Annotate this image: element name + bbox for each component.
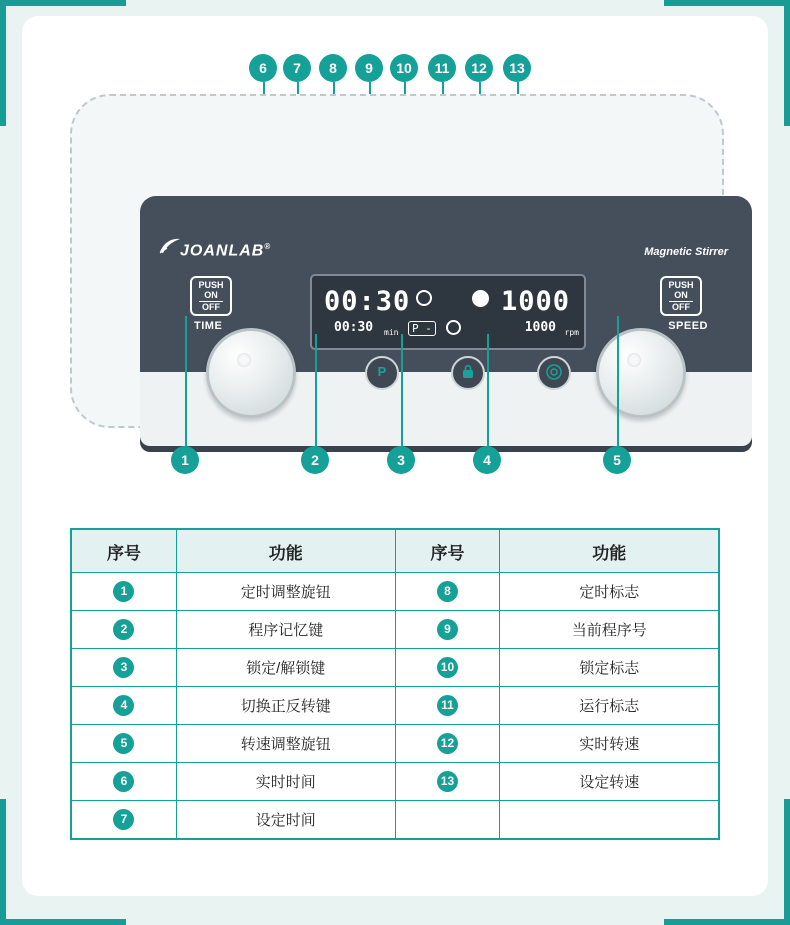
cell-index: 4 — [71, 687, 176, 725]
cell-function: 程序记忆键 — [176, 611, 395, 649]
table-row — [71, 725, 719, 763]
program-memory-button[interactable]: P — [365, 356, 399, 390]
cell-function: 设定时间 — [176, 801, 395, 840]
function-table — [70, 528, 720, 840]
callout-line-5 — [617, 316, 619, 446]
control-panel — [140, 196, 752, 446]
callout-13: 13 — [503, 54, 531, 82]
cell-index: 8 — [395, 573, 500, 611]
timer-flag-icon — [416, 290, 432, 306]
lcd-display — [310, 274, 586, 350]
lock-button[interactable] — [451, 356, 485, 390]
callout-12: 12 — [465, 54, 493, 82]
cell-index: 1 — [71, 573, 176, 611]
callout-8: 8 — [319, 54, 347, 82]
lcd-time-main: 00:30 — [324, 286, 411, 317]
cell-function: 当前程序号 — [500, 611, 719, 649]
lock-icon — [461, 364, 475, 380]
callout-4: 4 — [473, 446, 501, 474]
cell-function: 切换正反转键 — [176, 687, 395, 725]
cell-function-empty — [500, 801, 719, 840]
callout-9: 9 — [355, 54, 383, 82]
cell-function: 实时时间 — [176, 763, 395, 801]
cell-index: 7 — [71, 801, 176, 840]
lcd-speed-set: 1000 — [524, 320, 556, 335]
callout-3: 3 — [387, 446, 415, 474]
table-row — [71, 687, 719, 725]
th-function-2: 功能 — [500, 529, 719, 573]
lcd-program-number: P - — [408, 321, 436, 336]
callout-line-1 — [185, 316, 187, 446]
cell-index: 9 — [395, 611, 500, 649]
cell-index-empty — [395, 801, 500, 840]
cell-index: 13 — [395, 763, 500, 801]
table-row — [71, 649, 719, 687]
callout-10: 10 — [390, 54, 418, 82]
table-header-row — [71, 529, 719, 573]
lock-flag-icon — [446, 320, 461, 335]
th-index-2: 序号 — [395, 529, 500, 573]
cell-function: 锁定/解锁键 — [176, 649, 395, 687]
knob-dimple — [627, 353, 641, 367]
cell-index: 5 — [71, 725, 176, 763]
lcd-time-set: 00:30 — [334, 320, 374, 335]
brand-name: JOANLAB® — [180, 242, 272, 260]
knob-dimple — [237, 353, 251, 367]
model-name: Magnetic Stirrer — [644, 246, 728, 258]
table-row — [71, 801, 719, 840]
speed-push-button[interactable]: PUSH ON OFF — [660, 276, 702, 316]
speed-label: SPEED — [668, 320, 708, 332]
device-outline — [70, 94, 728, 428]
callout-2: 2 — [301, 446, 329, 474]
lcd-time-unit: min — [384, 328, 399, 337]
table-row — [71, 611, 719, 649]
cell-index: 12 — [395, 725, 500, 763]
time-label: TIME — [194, 320, 223, 332]
cell-index: 2 — [71, 611, 176, 649]
cell-index: 10 — [395, 649, 500, 687]
th-function-1: 功能 — [176, 529, 395, 573]
cell-function: 转速调整旋钮 — [176, 725, 395, 763]
table-row — [71, 763, 719, 801]
cell-index: 3 — [71, 649, 176, 687]
logo-icon — [158, 236, 182, 256]
table-row — [71, 573, 719, 611]
lcd-speed-main: 1000 — [500, 286, 570, 317]
time-adjust-knob[interactable] — [206, 328, 296, 418]
callout-7: 7 — [283, 54, 311, 82]
cell-index: 6 — [71, 763, 176, 801]
cell-function: 定时标志 — [500, 573, 719, 611]
cell-function: 锁定标志 — [500, 649, 719, 687]
callout-line-2 — [315, 334, 317, 446]
cell-function: 运行标志 — [500, 687, 719, 725]
callout-11: 11 — [428, 54, 456, 82]
callout-line-3 — [401, 334, 403, 446]
cell-index: 11 — [395, 687, 500, 725]
callout-5: 5 — [603, 446, 631, 474]
content-card — [22, 16, 768, 896]
run-flag-icon — [472, 290, 489, 307]
lcd-speed-unit: rpm — [564, 328, 579, 337]
cell-function: 实时转速 — [500, 725, 719, 763]
rotation-icon — [545, 363, 563, 381]
speed-adjust-knob[interactable] — [596, 328, 686, 418]
callout-6: 6 — [249, 54, 277, 82]
callout-1: 1 — [171, 446, 199, 474]
th-index-1: 序号 — [71, 529, 176, 573]
cell-function: 设定转速 — [500, 763, 719, 801]
cell-function: 定时调整旋钮 — [176, 573, 395, 611]
callout-line-4 — [487, 334, 489, 446]
rotation-direction-button[interactable] — [537, 356, 571, 390]
time-push-button[interactable]: PUSH ON OFF — [190, 276, 232, 316]
